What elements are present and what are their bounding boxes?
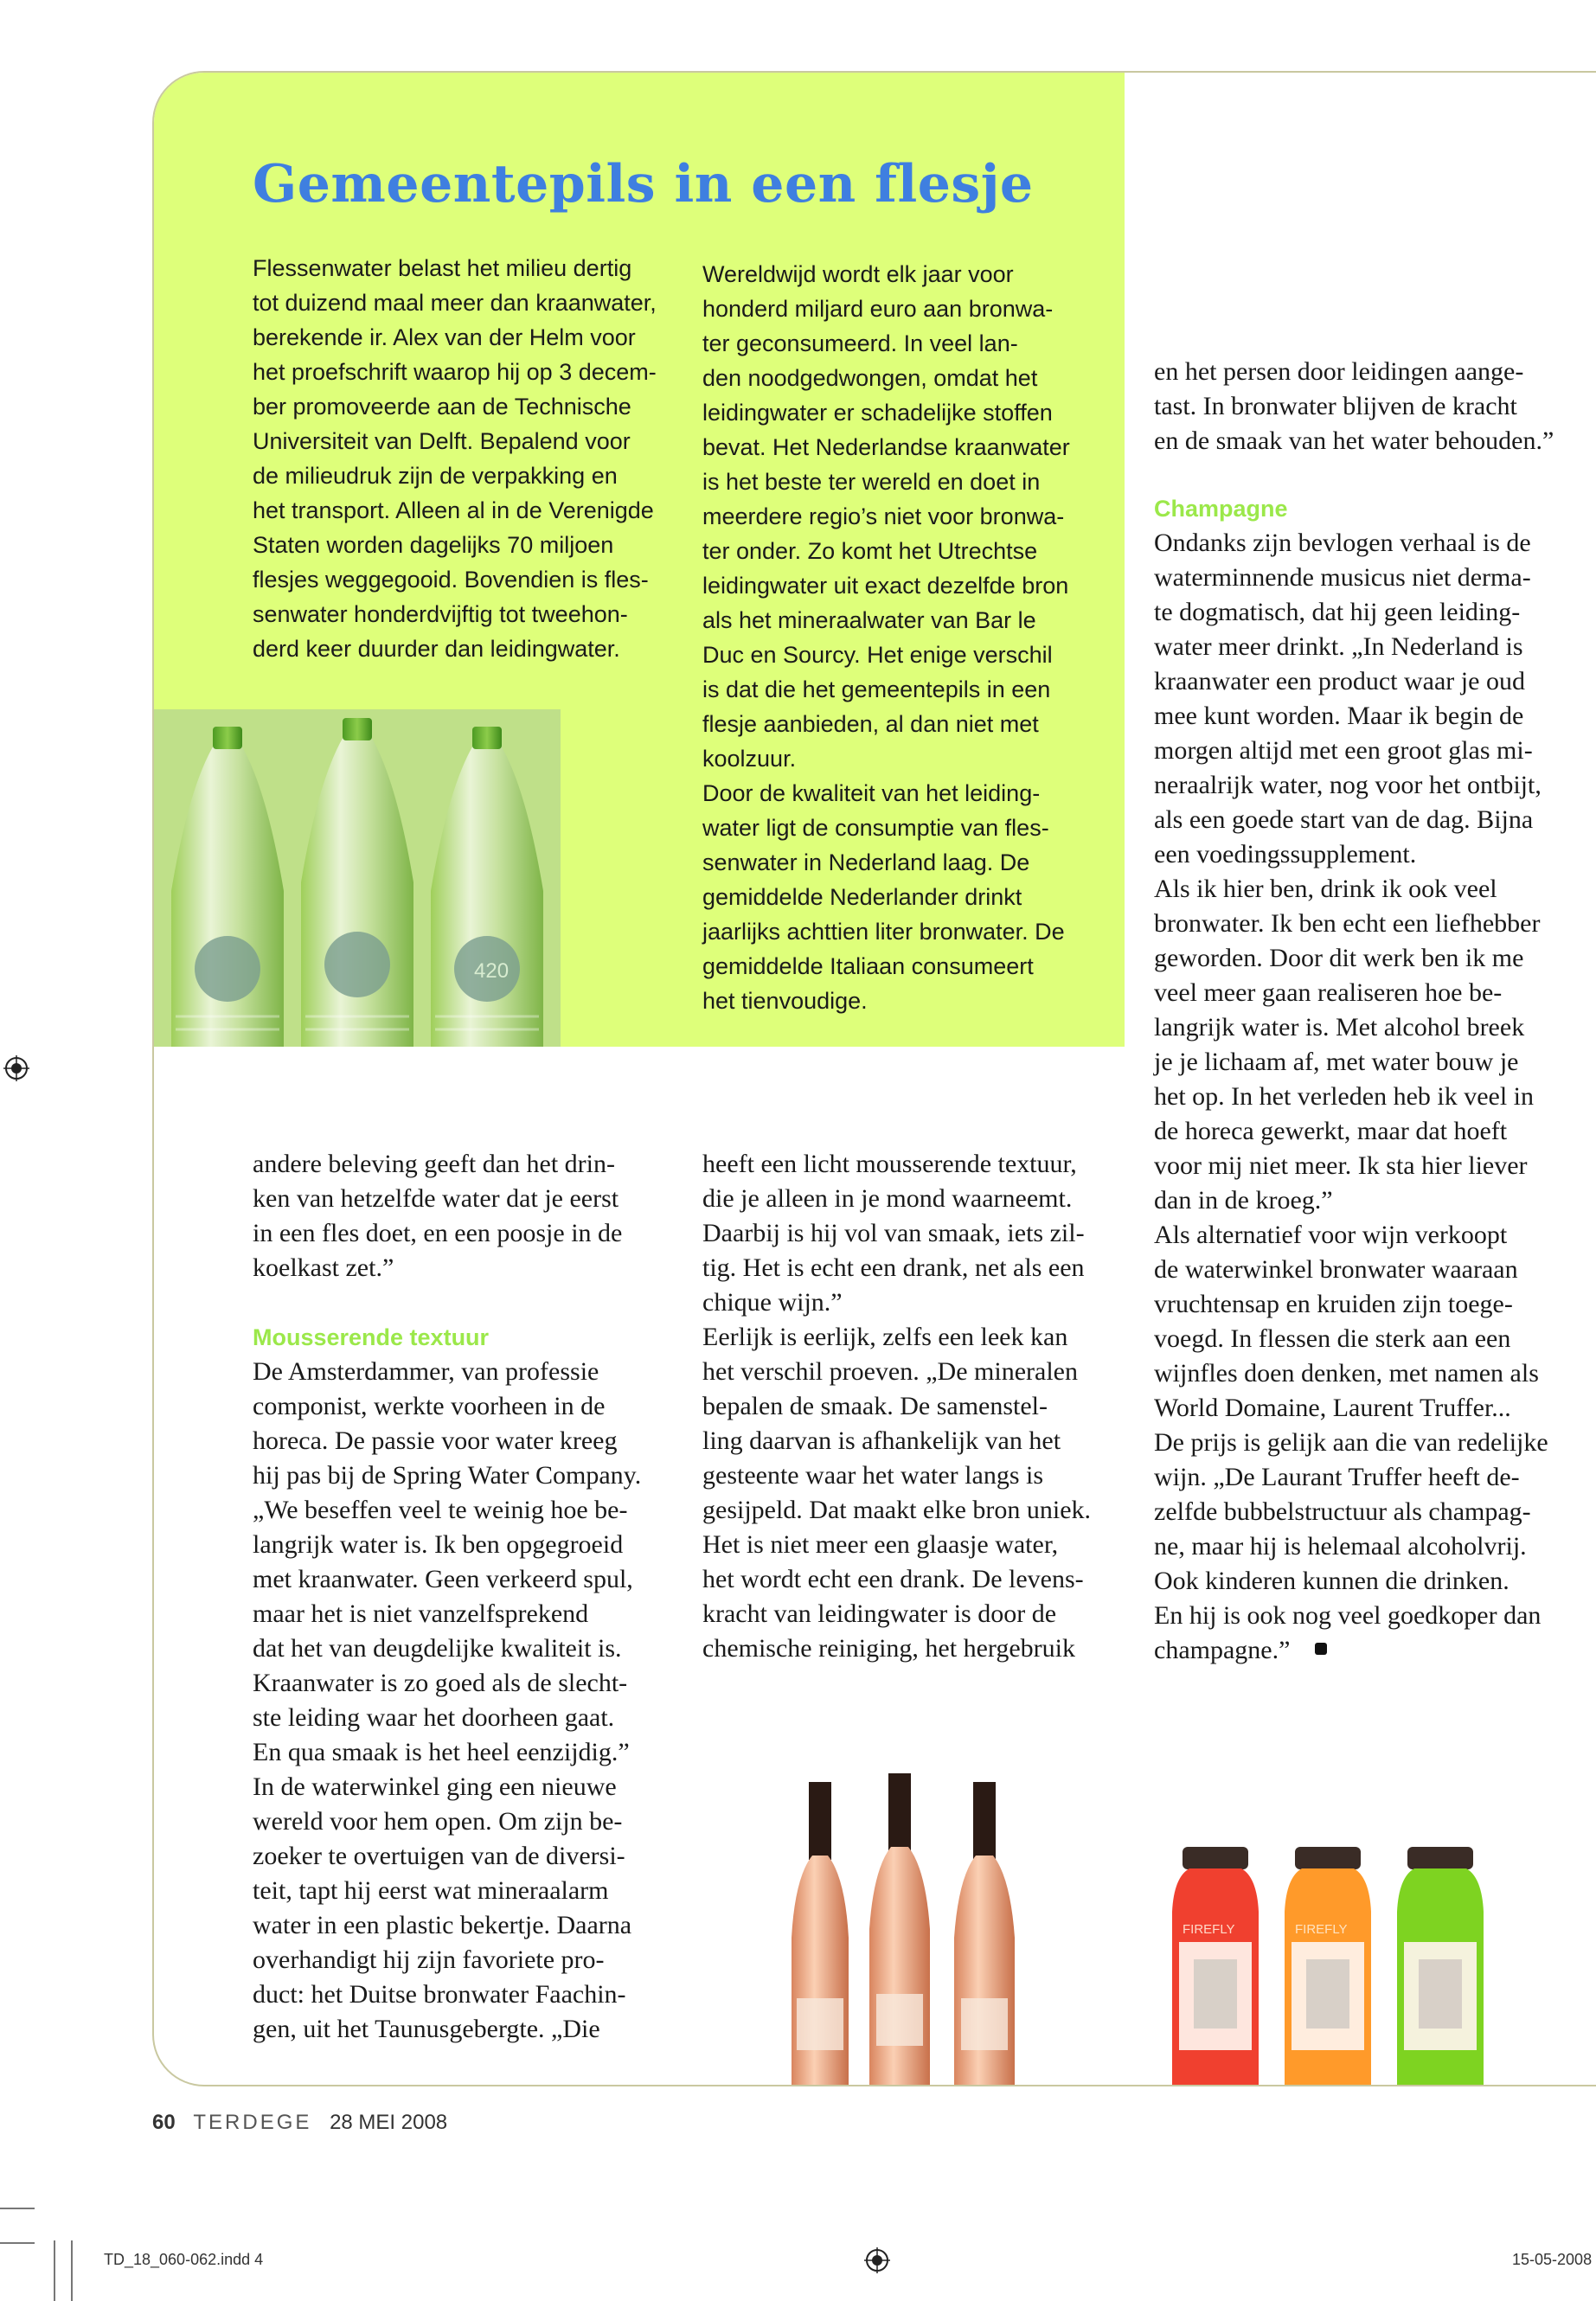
text-line: overhandigt hij zijn favoriete pro- [253,1945,605,1974]
text-line: is het beste ter wereld en doet in [702,469,1041,495]
text-line: voegd. In flessen die sterk aan een [1154,1324,1511,1353]
text-line: en de smaak van het water behouden.” [1154,426,1554,455]
text-line: ter onder. Zo komt het Utrechtse [702,538,1038,564]
text-line: gemiddelde Nederlander drinkt [702,884,1022,910]
text-line: Als alternatief voor wijn verkoopt [1154,1221,1508,1249]
text-line: derd keer duurder dan leidingwater. [253,636,620,662]
text-line: te dogmatisch, dat hij geen leiding- [1154,598,1521,626]
text-line: Kraanwater is zo goed als de slecht- [253,1669,628,1697]
text-line: zelfde bubbelstructuur als champag- [1154,1497,1531,1526]
text-line: Flessenwater belast het milieu dertig [253,255,632,281]
text-line: bepalen de smaak. De samenstel- [702,1392,1048,1420]
juice-bottle-green [1397,1847,1484,2085]
text-line: koelkast zet.” [253,1253,394,1282]
text-line: Staten worden dagelijks 70 miljoen [253,532,614,558]
text-line: bevat. Het Nederlandse kraanwater [702,434,1070,460]
text-line: die je alleen in je mond waarneemt. [702,1184,1073,1213]
juice-bottle-red [1172,1847,1259,2085]
text-line: En hij is ook nog veel goedkoper dan [1154,1601,1542,1630]
text-line: geworden. Door dit werk ben ik me [1154,944,1524,972]
text-line: gen, uit het Taunusgebergte. „Die [253,2015,600,2043]
text-line: gemiddelde Italiaan consumeert [702,953,1034,979]
text-line: teit, tapt hij eerst wat mineraalarm [253,1876,609,1905]
text-line: meerdere regio’s niet voor bronwa- [702,503,1065,529]
text-line: „We beseffen veel te weinig hoe be- [253,1496,628,1524]
text-line: In de waterwinkel ging een nieuwe [253,1772,617,1801]
water-bottles-image [154,709,561,1047]
text-line: Wereldwijd wordt elk jaar voor [702,261,1014,287]
page-footer [152,2111,447,2135]
intro-text [253,251,685,666]
text-line: voor mij niet meer. Ik sta hier liever [1154,1151,1528,1180]
text-line: hij pas bij de Spring Water Company. [253,1461,642,1490]
text-line: kraanwater een product waar je oud [1154,667,1525,695]
column2-text [702,1147,1135,1666]
crop-mark [71,2240,73,2301]
text-line: Ook kinderen kunnen die drinken. [1154,1567,1509,1595]
column1-text [253,1147,685,1285]
slug-file: TD_18_060-062.indd 4 [104,2251,264,2268]
text-line: het verschil proeven. „De mineralen [702,1357,1078,1386]
text-line: wereld voor hem open. Om zijn be- [253,1807,623,1836]
text-line: is dat die het gemeentepils in een [702,676,1051,702]
mousserende-text [253,1355,685,2047]
text-line: als het mineraalwater van Bar le [702,607,1036,633]
text-line: het op. In het verleden heb ik veel in [1154,1082,1535,1111]
text-line: de horeca gewerkt, maar dat hoeft [1154,1117,1508,1145]
text-line: de milieudruk zijn de verpakking en [253,463,618,489]
text-line: de waterwinkel bronwater waaraan [1154,1255,1518,1284]
text-line: het tienvoudige. [702,988,868,1014]
column3-continuation [1154,355,1586,458]
text-line: ne, maar hij is helemaal alcoholvrij. [1154,1532,1527,1561]
text-line: neraalrijk water, nog voor het ontbijt, [1154,771,1542,799]
text-line: gesteente waar het water langs is [702,1461,1043,1490]
svg-text:FIREFLY: FIREFLY [1183,1922,1235,1937]
text-line: zoeker te overtuigen van de diversi- [253,1842,625,1870]
section-heading-champagne: Champagne [1154,496,1288,522]
article-title: Gemeentepils in een flesje [253,154,1034,215]
text-line: dat het van deugdelijke kwaliteit is. [253,1634,622,1663]
text-line: in een fles doet, en een poosje in de [253,1219,623,1247]
text-line: een voedingssupplement. [1154,840,1417,868]
end-mark [1315,1643,1327,1655]
text-line: tot duizend maal meer dan kraanwater, [253,290,657,316]
text-line: als een goede start van de dag. Bijna [1154,805,1534,834]
text-line: Door de kwaliteit van het leiding- [702,780,1041,806]
box-text [702,257,1109,1018]
pink-bottle [869,1773,930,2085]
text-line: leidingwater er schadelijke stoffen [702,400,1053,426]
text-line: champagne.” [1154,1636,1291,1664]
text-line: componist, werkte voorheen in de [253,1392,606,1420]
text-line: Ondanks zijn bevlogen verhaal is de [1154,529,1531,557]
crop-mark [0,2208,35,2209]
text-line: kracht van leidingwater is door de [702,1599,1057,1628]
text-line: vruchtensap en kruiden zijn toege- [1154,1290,1513,1318]
text-line: den noodgedwongen, omdat het [702,365,1038,391]
text-line: het wordt echt een drank. De levens- [702,1565,1084,1593]
section-heading-mousserende: Mousserende textuur [253,1324,490,1350]
page-number: 60 [152,2111,176,2134]
pink-bottle [792,1782,849,2085]
text-line: horeca. De passie voor water kreeg [253,1426,618,1455]
crop-mark [54,2240,55,2301]
text-line: berekende ir. Alex van der Helm voor [253,324,636,350]
bottle-label: 420 [474,959,510,983]
text-line: tig. Het is echt een drank, net als een [702,1253,1085,1282]
text-line: water ligt de consumptie van fles- [702,815,1049,841]
text-line: wijnfles doen denken, met namen als [1154,1359,1539,1388]
magazine-name: TERDEGE [193,2111,312,2134]
pink-bottles-image [783,1773,1042,2085]
text-line: ter geconsumeerd. In veel lan- [702,330,1018,356]
text-line: World Domaine, Laurent Truffer... [1154,1394,1511,1422]
text-line: duct: het Duitse bronwater Faachin- [253,1980,626,2009]
text-line: Het is niet meer een glaasje water, [702,1530,1059,1559]
text-line: honderd miljard euro aan bronwa- [702,296,1054,322]
text-line: De prijs is gelijk aan die van redelijke [1154,1428,1548,1457]
slug-date: 15-05-2008 [1512,2251,1593,2268]
text-line: langrijk water is. Ik ben opgegroeid [253,1530,624,1559]
text-line: senwater in Nederland laag. De [702,849,1030,875]
text-line: mee kunt worden. Maar ik begin de [1154,702,1524,730]
text-line: water meer drinkt. „In Nederland is [1154,632,1523,661]
registration-mark-icon [864,2247,890,2273]
issue-date: 28 MEI 2008 [330,2111,448,2134]
text-line: flesje aanbieden, al dan niet met [702,711,1039,737]
text-line: het transport. Alleen al in de Verenigde [253,497,654,523]
text-line: koolzuur. [702,746,797,772]
text-line: senwater honderdvijftig tot tweehon- [253,601,628,627]
text-line: met kraanwater. Geen verkeerd spul, [253,1565,633,1593]
text-line: Duc en Sourcy. Het enige verschil [702,642,1053,668]
registration-mark-icon [3,1055,29,1081]
text-line: chemische reiniging, het hergebruik [702,1634,1075,1663]
text-line: ste leiding waar het doorheen gaat. [253,1703,615,1732]
svg-text:FIREFLY: FIREFLY [1295,1922,1348,1937]
text-line: De Amsterdammer, van professie [253,1357,599,1386]
text-line: leidingwater uit exact dezelfde bron [702,573,1069,599]
champagne-text [1154,526,1586,1668]
text-line: Daarbij is hij vol van smaak, iets zil- [702,1219,1085,1247]
crop-mark [0,2242,35,2244]
text-line: je je lichaam af, met water bouw je [1154,1048,1519,1076]
text-line: morgen altijd met een groot glas mi- [1154,736,1533,765]
text-line: chique wijn.” [702,1288,843,1317]
text-line: veel meer gaan realiseren hoe be- [1154,978,1503,1007]
text-line: andere beleving geeft dan het drin- [253,1150,615,1178]
text-line: gesijpeld. Dat maakt elke bron uniek. [702,1496,1092,1524]
text-line: heeft een licht mousserende textuur, [702,1150,1077,1178]
text-line: Eerlijk is eerlijk, zelfs een leek kan [702,1323,1068,1351]
text-line: tast. In bronwater blijven de kracht [1154,392,1517,420]
text-line: het proefschrift waarop hij op 3 decem- [253,359,657,385]
juice-bottles-image [1163,1843,1509,2085]
text-line: flesjes weggegooid. Bovendien is fles- [253,567,649,593]
text-line: waterminnende musicus niet derma- [1154,563,1531,592]
text-line: En qua smaak is het heel eenzijdig.” [253,1738,630,1766]
text-line: water in een plastic bekertje. Daarna [253,1911,632,1939]
text-line: dan in de kroeg.” [1154,1186,1333,1215]
text-line: maar het is niet vanzelfsprekend [253,1599,589,1628]
text-line: Universiteit van Delft. Bepalend voor [253,428,631,454]
text-line: ken van hetzelfde water dat je eerst [253,1184,619,1213]
text-line: ling daarvan is afhankelijk van het [702,1426,1061,1455]
text-line: Als ik hier ben, drink ik ook veel [1154,875,1497,903]
juice-bottle-orange [1285,1847,1371,2085]
text-line: wijn. „De Laurant Truffer heeft de- [1154,1463,1520,1491]
pink-bottle [954,1782,1015,2085]
text-line: jaarlijks achttien liter bronwater. De [702,919,1065,945]
text-line: langrijk water is. Met alcohol breek [1154,1013,1525,1042]
text-line: bronwater. Ik ben echt een liefhebber [1154,909,1541,938]
text-line: en het persen door leidingen aange- [1154,357,1524,386]
text-line: ber promoveerde aan de Technische [253,394,631,420]
